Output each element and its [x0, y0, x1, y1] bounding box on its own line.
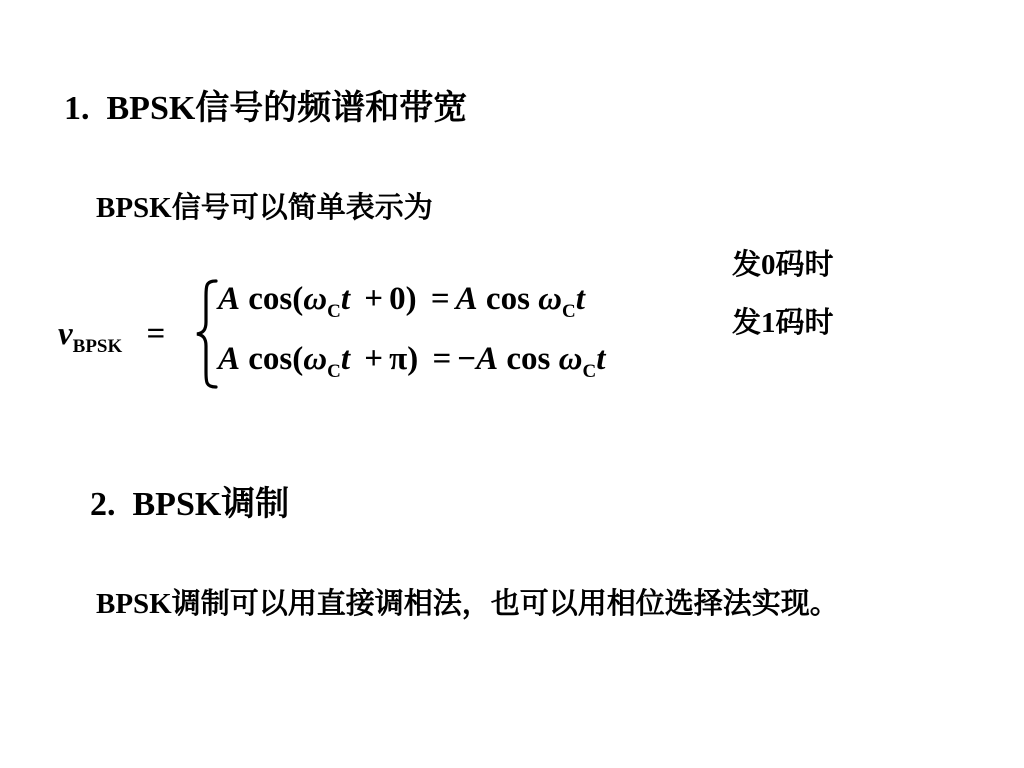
omega-symbol: ω [303, 281, 328, 317]
omega-subscript: C [327, 361, 341, 382]
section2-body: BPSK调制可以用直接调相法，也可以用相位选择法实现。 [96, 588, 839, 620]
equation-case-1 [218, 341, 606, 382]
note-send-1: 发1码时 [732, 307, 834, 339]
rhs-omega-subscript: C [582, 361, 597, 382]
lhs-subscript: BPSK [72, 336, 123, 357]
note-send-0: 发0码时 [732, 249, 834, 281]
equation-case-0 [218, 281, 585, 322]
rhs-sign: − [457, 341, 477, 377]
section1-heading [64, 80, 467, 129]
lhs-variable: v [58, 316, 73, 352]
section2-heading [90, 476, 289, 525]
left-brace [194, 278, 220, 390]
plus-sign: + [364, 281, 384, 317]
amplitude: A [218, 341, 241, 377]
close-paren: ) [405, 281, 417, 317]
amplitude: A [218, 281, 241, 317]
phase-value: 0 [389, 281, 406, 317]
cos-function: cos( [248, 341, 304, 377]
section1-intro: BPSK信号可以简单表示为 [96, 192, 433, 224]
rhs-amplitude: A [476, 341, 499, 377]
section1-title: BPSK信号的频谱和带宽 [106, 90, 468, 127]
time-variable: t [340, 341, 351, 377]
omega-symbol: ω [303, 341, 328, 377]
plus-sign: + [364, 341, 384, 377]
cos-function: cos( [248, 281, 304, 317]
omega-subscript: C [327, 301, 341, 322]
rhs-time-variable: t [596, 341, 606, 377]
section2-number: 2. [90, 486, 116, 523]
section2-title: BPSK调制 [132, 486, 290, 523]
section1-number: 1. [64, 90, 90, 127]
time-variable: t [340, 281, 351, 317]
equals-sign: = [430, 281, 450, 317]
equals-sign: = [432, 341, 452, 377]
rhs-cos: cos [485, 281, 530, 317]
rhs-omega-subscript: C [562, 301, 576, 322]
close-paren: ) [407, 341, 419, 377]
rhs-amplitude: A [455, 281, 478, 317]
rhs-omega-symbol: ω [538, 281, 563, 317]
equation-lhs [58, 316, 166, 357]
rhs-time-variable: t [575, 281, 585, 317]
phase-value: π [389, 341, 408, 377]
rhs-omega-symbol: ω [558, 341, 583, 377]
lhs-equals: = [146, 316, 166, 352]
rhs-cos: cos [506, 341, 551, 377]
